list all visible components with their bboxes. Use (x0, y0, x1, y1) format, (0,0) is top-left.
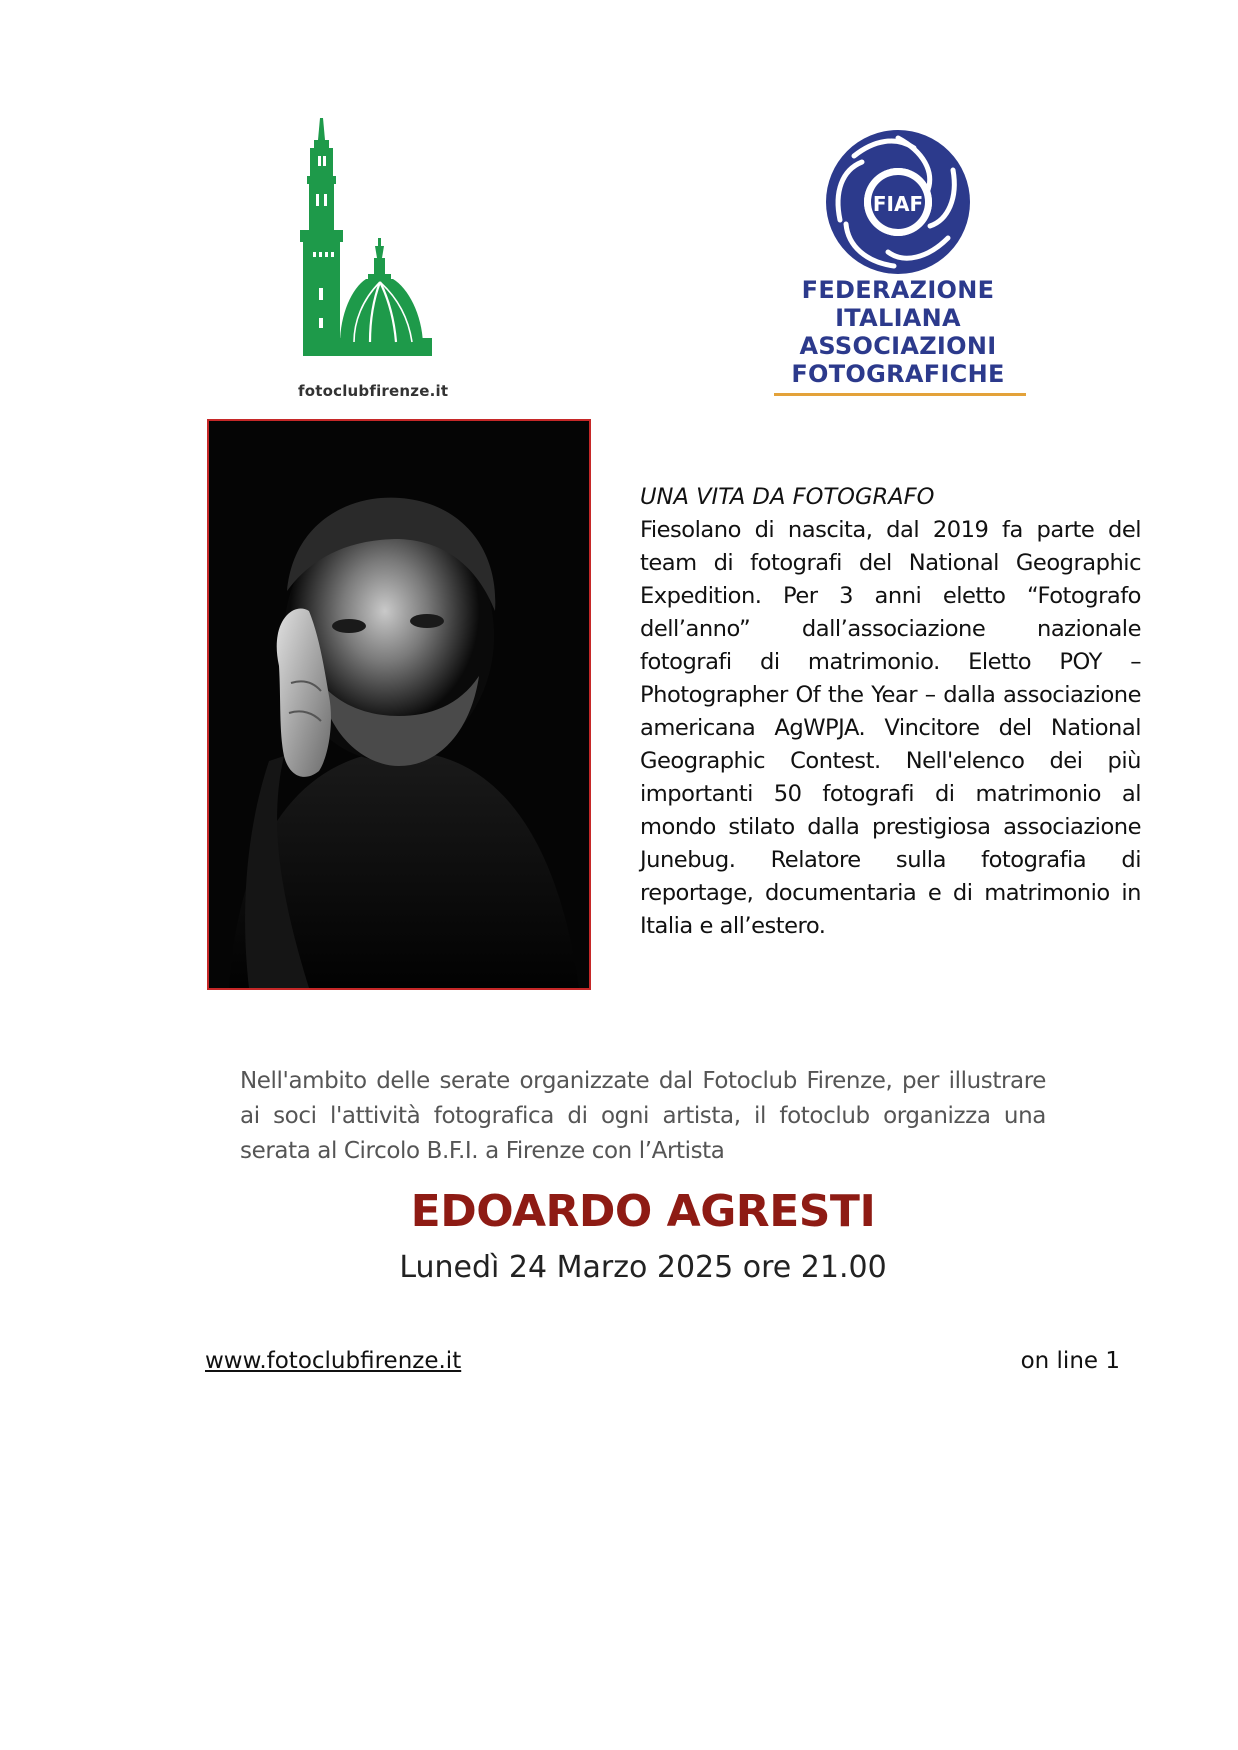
bio-title: UNA VITA DA FOTOGRAFO (640, 484, 935, 510)
fiaf-name-line-4: FOTOGRAFICHE (791, 360, 1005, 388)
bio-text: Fiesolano di nascita, dal 2019 fa parte del team di fotografi del National Geographic Expedition. Per 3 anni eletto “Fotografo dell’anno” dall’associazione nazionale fotografi di matrimonio. Eletto POY – Photographer Of the Year – dalla associazione americana AgWPJA. Vincitore del National Geographic Contest. Nell'elenco dei più importanti 50 fotografi di matrimonio al mondo stilato dalla prestigiosa associazione Junebug. Relatore sulla fotografia di reportage, documentaria e di matrimonio in Italia e all’estero. (640, 517, 1141, 939)
portrait-image (209, 421, 589, 988)
event-intro: Nell'ambito delle serate organizzate dal Fotoclub Firenze, per illustrare ai soci l'attività fotografica di ogni artista, il fotoclub organizza una serata al Circolo B.F.I. a Firenze con l’Artista (240, 1068, 1046, 1164)
fiaf-logo (768, 128, 1038, 400)
fiaf-full-name (768, 276, 1028, 388)
artist-name: EDOARDO AGRESTI (410, 1186, 876, 1237)
artist-bio (640, 481, 1141, 943)
fiaf-emblem-text: FIAF (872, 192, 924, 216)
artist-portrait-photo (207, 419, 591, 990)
event-date: Lunedì 24 Marzo 2025 ore 21.00 (399, 1250, 887, 1285)
camera-aperture-icon (824, 128, 972, 276)
online-label: on line 1 (1020, 1348, 1120, 1374)
fiaf-name-line-2: ITALIANA (835, 304, 961, 332)
fiaf-underline (774, 393, 1026, 396)
florence-skyline-icon (296, 118, 446, 380)
fiaf-name-line-3: ASSOCIAZIONI (799, 332, 997, 360)
website-link[interactable]: www.fotoclubfirenze.it (205, 1348, 462, 1374)
fiaf-name-line-1: FEDERAZIONE (801, 276, 995, 304)
club-logo-caption: fotoclubfirenze.it (298, 382, 449, 400)
fotoclub-firenze-logo (296, 118, 449, 404)
